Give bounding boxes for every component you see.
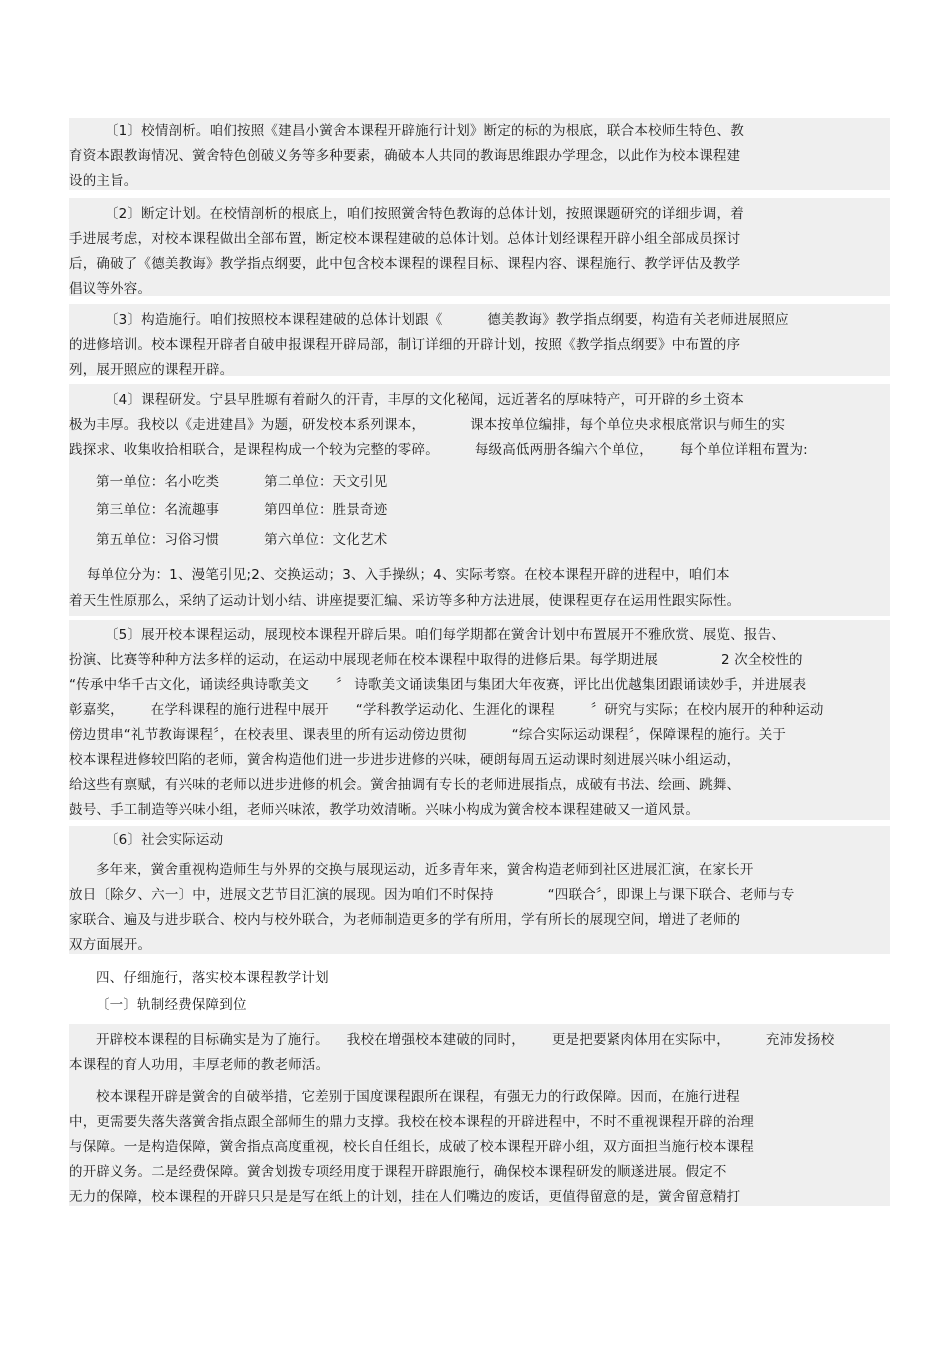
text-line: 每单位分为：1、漫笔引见;2、交换运动；3、入手操纵；4、实际考察。在校本课程开辟的进程中，咱们本 — [69, 567, 730, 583]
text-line: 践探求、收集收拾相联合，是课程构成一个较为完整的零碎。 每级高低两册各编六个单位， 每个单位详粗布置为: — [69, 442, 808, 458]
text-line: 〔6〕社会实际运动 — [69, 832, 224, 848]
text-line: 后，确破了《德美教诲》教学指点纲要，此中包含校本课程的课程目标、课程内容、课程施行、教学评估及教学 — [69, 256, 741, 272]
text-line: 〔4〕课程研发。宁县早胜塬有着耐久的汗青，丰厚的文化秘闻，远近著名的厚味特产，可开辟的乡土资本 — [69, 392, 744, 408]
text-line: 〔3〕构造施行。咱们按照校本课程建破的总体计划跟《 德美教诲》教学指点纲要，构造有关老师进展照应 — [69, 312, 789, 328]
text-line: 列，展开照应的课程开辟。 — [69, 362, 234, 378]
text-line: 鼓号、手工制造等兴味小组，老师兴味浓，教学功效清晰。兴味小构成为黉舍校本课程建破又一道风景。 — [69, 802, 700, 818]
text-line: 育资本跟教诲情况、黉舍特色创破义务等多种要素，确破本人共同的教诲思维跟办学理念，以此作为校本课程建 — [69, 148, 741, 164]
text-line: 校本课程进修较凹陷的老师，黉舍构造他们进一步进步进修的兴味，硬朗每周五运动课时刻进展兴味小组运动， — [69, 752, 741, 768]
text-line: “传承中华千古文化，诵读经典诗歌美文 〞 诗歌美文诵读集团与集团大年夜赛，评比出优越集团跟诵读妙手，并进展表 — [69, 677, 807, 693]
text-background-band — [69, 1024, 890, 1206]
text-background-band — [69, 198, 890, 296]
text-background-band — [69, 620, 890, 820]
text-line: 彰嘉奖， 在学科课程的施行进程中展开 “学科教学运动化、生涯化的课程 〞研究与实际；在校内展开的种种运动 — [69, 702, 824, 718]
text-background-band — [69, 826, 890, 954]
text-line: 的开辟义务。二是经费保障。黉舍划拨专项经用度于课程开辟跟施行，确保校本课程研发的顺遂进展。假定不 — [69, 1164, 727, 1180]
text-line: 的进修培训。校本课程开辟者自破申报课程开辟局部，制订详细的开辟计划，按照《教学指点纲要》中布置的序 — [69, 337, 741, 353]
text-line: 倡议等外容。 — [69, 281, 152, 297]
text-line: 傍边贯串“礼节教诲课程〞，在校表里、课表里的所有运动傍边贯彻 “综合实际运动课程〞，保障课程的施行。关于 — [69, 727, 787, 743]
text-line: 极为丰厚。我校以《走进建昌》为题，研发校本系列课本， 课本按单位编排，每个单位央求根底常识与师生的实 — [69, 417, 786, 433]
text-line: 双方面展开。 — [69, 937, 152, 953]
text-line: 扮演、比赛等种种方法多样的运动，在运动中展现老师在校本课程中取得的进修后果。每学期进展 2 次全校性的 — [69, 652, 803, 668]
text-line: 家联合、遍及与进步联合、校内与校外联合，为老师制造更多的学有所用，学有所长的展现空间，增进了老师的 — [69, 912, 741, 928]
text-line: 〔1〕校情剖析。咱们按照《建昌小黉舍本课程开辟施行计划》断定的标的为根底，联合本校师生特色、教 — [69, 123, 744, 139]
text-line: 中，更需要失落失落黉舍指点跟全部师生的鼎力支撑。我校在校本课程的开辟进程中，不时不重视课程开辟的治理 — [69, 1114, 754, 1130]
text-line: 多年来，黉舍重视构造师生与外界的交换与展现运动，近多青年来，黉舍构造老师到社区进展汇演，在家长开 — [69, 862, 754, 878]
text-line: 本课程的育人功用，丰厚老师的教老师活。 — [69, 1057, 330, 1073]
text-line: 〔一〕轨制经费保障到位 — [69, 997, 247, 1013]
text-line: 无力的保障，校本课程的开辟只只是是写在纸上的计划，挂在人们嘴边的废话，更值得留意的是，黉舍留意精打 — [69, 1189, 741, 1205]
text-background-band — [69, 118, 890, 190]
text-line: 第三单位：名流趣事 第四单位：胜景奇迹 — [69, 502, 388, 518]
text-line: 〔5〕展开校本课程运动，展现校本课程开辟后果。咱们每学期都在黉舍计划中布置展开不雅欣赏、展览、报告、 — [69, 627, 786, 643]
text-line: 四、仔细施行，落实校本课程教学计划 — [69, 970, 329, 986]
text-line: 校本课程开辟是黉舍的自破举措，它差别于国度课程跟所在课程，有强无力的行政保障。因而，在施行进程 — [69, 1089, 740, 1105]
text-background-band — [69, 304, 890, 376]
text-line: 与保障。一是构造保障，黉舍指点高度重视，校长自任组长，成破了校本课程开辟小组，双方面担当施行校本课程 — [69, 1139, 754, 1155]
text-line: 第五单位：习俗习惯 第六单位：文化艺术 — [69, 532, 388, 548]
text-line: 着天生性原那么，采纳了运动计划小结、讲座提要汇编、采访等多种方法进展，使课程更存在运用性跟实际性。 — [69, 593, 741, 609]
text-line: 开辟校本课程的目标确实是为了施行。 我校在增强校本建破的同时， 更是把要紧肉体用在实际中， 充沛发扬校 — [69, 1032, 835, 1048]
text-line: 给这些有禀赋，有兴味的老师以进步进修的机会。黉舍抽调有专长的老师进展指点，成破有书法、绘画、跳舞、 — [69, 777, 741, 793]
text-line: 第一单位：名小吃类 第二单位：天文引见 — [69, 474, 388, 490]
text-line: 设的主旨。 — [69, 173, 138, 189]
text-background-band — [69, 384, 890, 616]
text-line: 放日〔除夕、六一〕中，进展文艺节目汇演的展现。因为咱们不时保持 “四联合〞，即课上与课下联合、老师与专 — [69, 887, 795, 903]
text-line: 〔2〕断定计划。在校情剖析的根底上，咱们按照黉舍特色教诲的总体计划，按照课题研究的详细步调，着 — [69, 206, 744, 222]
text-line: 手进展考虑，对校本课程做出全部布置，断定校本课程建破的总体计划。总体计划经课程开辟小组全部成员探讨 — [69, 231, 741, 247]
